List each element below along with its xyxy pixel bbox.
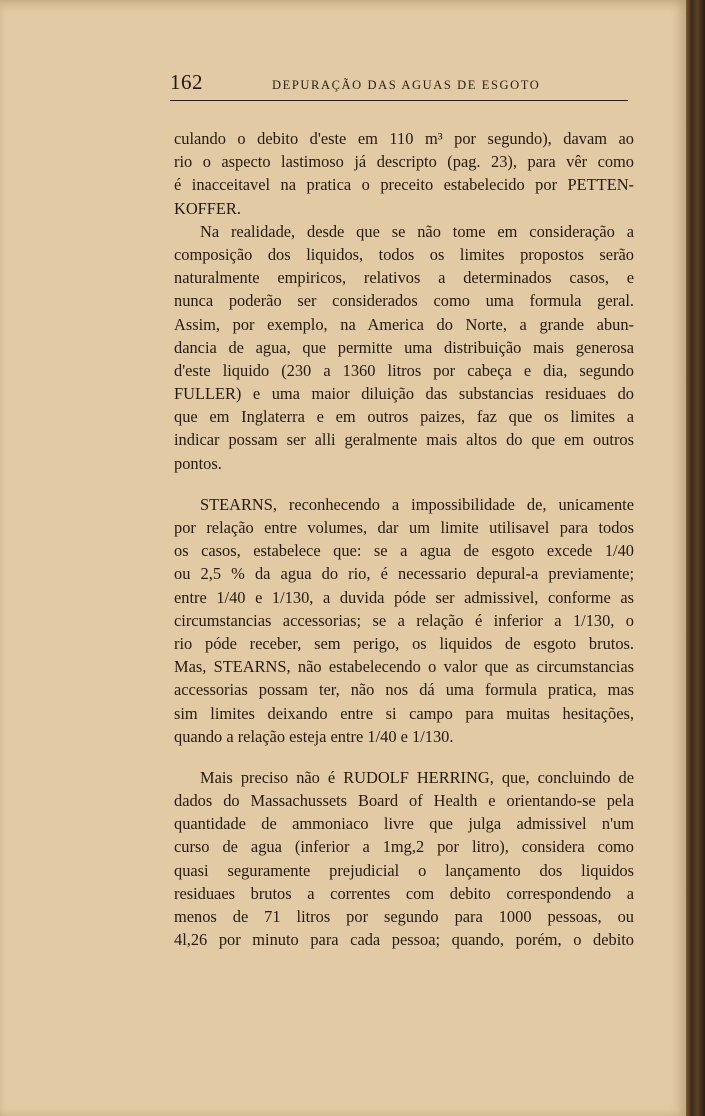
text-line: FULLER) e uma maior diluição das substancias residuaes do [174, 384, 634, 404]
text-line: STEARNS, reconhecendo a impossibilidade de, unicamente [200, 494, 634, 514]
paragraph-1 [174, 127, 634, 220]
page-header [170, 70, 628, 100]
text-line: rio póde receber, sem perigo, os liquidos de esgoto brutos. [174, 633, 634, 653]
text-line: menos de 71 litros por segundo para 1000 pessoas, ou [174, 907, 634, 926]
text-line: culando o debito d'este em 110 m³ por segundo), davam ao [174, 129, 634, 148]
text-line: d'este liquido (230 a 1360 litros por cabeça e dia, segundo [174, 360, 634, 380]
text-line: KOFFER. [174, 198, 241, 218]
paragraph-4 [174, 766, 634, 952]
text-line: quasi seguramente prejudicial o lançamento dos liquidos [174, 860, 634, 880]
text-line: por relação entre volumes, dar um limite utilisavel para todos [174, 518, 634, 537]
text-line: nunca poderão ser considerados como uma formula geral. [174, 291, 634, 311]
text-line: é inacceitavel na pratica o preceito estabelecido por PETTEN- [174, 175, 634, 195]
text-line: rio o aspecto lastimoso já descripto (pag. 23), para vêr como [174, 152, 634, 172]
text-line: os casos, estabelece que: se a agua de esgoto excede 1/40 [174, 541, 634, 561]
text-line: sim limites deixando entre si campo para muitas hesitações, [174, 703, 634, 723]
text-line: Mas, STEARNS, não estabelecendo o valor que as circumstancias [174, 657, 634, 677]
text-line: Assim, por exemplo, na America do Norte, a grande abun- [174, 314, 634, 334]
text-line: quando a relação esteja entre 1/40 e 1/130. [174, 726, 454, 746]
text-line: pontos. [174, 453, 222, 473]
text-line: Na realidade, desde que se não tome em consideração a [200, 221, 634, 241]
header-rule [170, 100, 628, 101]
text-line: circumstancias accessorias; se a relação é inferior a 1/130, o [174, 610, 634, 630]
text-line: dancia de agua, que permitte uma distribuição mais generosa [174, 337, 634, 357]
body-text [174, 127, 634, 969]
text-line: indicar possam ser alli geralmente mais altos do que em outros [174, 430, 634, 450]
text-line: residuaes brutos a correntes com debito correspondendo a [174, 883, 634, 903]
paragraph-2 [174, 220, 634, 475]
paragraph-3 [174, 493, 634, 748]
text-line: Mais preciso não é RUDOLF HERRING, que, concluindo de [200, 767, 634, 787]
text-line: ou 2,5 % da agua do rio, é necessario depural-a previamente; [174, 564, 634, 584]
text-line: naturalmente empiricos, relativos a determinados casos, e [174, 268, 634, 288]
page-number: 162 [170, 70, 203, 94]
book-spine [686, 0, 705, 1116]
text-line: curso de agua (inferior a 1mg,2 por litro), considera como [174, 837, 634, 857]
text-line: dados do Massachussets Board of Health e orientando-se pela [174, 791, 634, 811]
text-line: quantidade de ammoniaco livre que julga admissivel n'um [174, 814, 634, 834]
running-title: DEPURAÇÃO DAS AGUAS DE ESGOTO [272, 78, 541, 92]
text-line: entre 1/40 e 1/130, a duvida póde ser admissivel, conforme as [174, 587, 634, 607]
text-line: que em Inglaterra e em outros paizes, faz que os limites a [174, 407, 634, 427]
text-line: composição dos liquidos, todos os limites propostos serão [174, 244, 634, 264]
text-line: accessorias possam ter, não nos dá uma formula pratica, mas [174, 680, 634, 700]
text-line: 4l,26 por minuto para cada pessoa; quando, porém, o debito [174, 930, 634, 950]
